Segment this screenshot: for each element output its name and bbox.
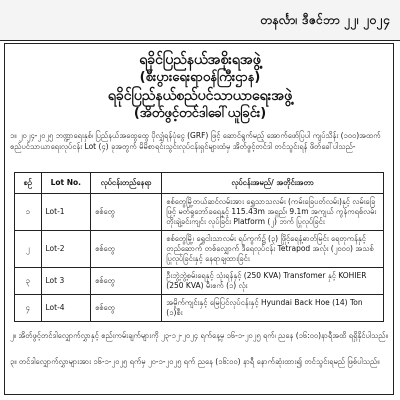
- col-header-no: စဉ်: [15, 173, 42, 194]
- notice-title-line-2: (စီးပွားရေးရာဝန်ကြီးဌာန): [139, 70, 261, 85]
- col-header-location: လုပ်ငန်းတည်နေရာ: [91, 173, 162, 194]
- col-header-description: လုပ်ငန်းအမည်/ အတိုင်းအတာ: [162, 173, 384, 194]
- row-description: အမှိုက်ကျင်းနှင့် မြေပြင်လုပ်ငန်းနှင့် Hyundai Back Hoe (14) Ton (၁)စီး: [162, 295, 384, 322]
- table-row: [15, 268, 384, 295]
- row-number: ၄: [15, 295, 42, 322]
- issue-date: တနင်္လာ၊ ဒီဇင်ဘာ ၂၂၊ ၂၀၂၄: [260, 13, 390, 27]
- row-location: စစ်တွေ: [91, 268, 162, 295]
- notice-title-line-4: (အိတ်ဖွင့်တင်ဒါခေါ်ယူခြင်း): [133, 106, 267, 121]
- row-lot: Lot-4: [41, 295, 91, 322]
- row-number: ၃: [15, 268, 42, 295]
- table-row: [15, 295, 384, 322]
- table-row: [15, 231, 384, 268]
- row-location: စစ်တွေ: [91, 194, 162, 231]
- tender-table: [14, 172, 384, 322]
- row-description: စစ်တွေမြို့၊ ရွှေငါးသာလမ်း ရပ်ကွက်၌ (၃) ဖြိုင့်ရေနံ့ဓာတ်မြင်း ရေတုကန်နှင့် တည်ဆောက် တစ်လျှောက် ဒီရေလုပ်ငန်း Tetrapod အလုံး (၂၀၀၀) အသစ် ပြုလုပ်ခြင်းနှင့် နေရာချထားခြင်း: [162, 231, 384, 268]
- header-rule: [0, 40, 400, 41]
- col-header-lot: Lot No.: [41, 173, 91, 194]
- notice-title-line-1: ရခိုင်ပြည်နယ်အစိုးရအဖွဲ့: [139, 52, 261, 68]
- row-description: စစ်တွေမြို့တယ်ဆင်လမ်းအား ရွှေသာသလမ်း (ကမ်းခြေပတ်လမ်း)နှင့် လမ်းခြေဖြင့် မတ်ရှုဘော်ခရေနှင့် 115.43m အရှည်၊ 9.1m အကျယ် ကွန်ကရစ်လမ်း တိုးချဲ့ခင်းကျင်း လုပ်ခြင်း Platform (၂) ဘက် ပြုလုပ်ခြင်း: [162, 194, 384, 231]
- row-description: ဦးဘွဲ့ဘွဲ့စမ်းရေနှင့် သုံးရန်နှင့် (250 KVA) Transfomer နှင့် KOHIER (250 KVA) မီးစက် (၁) လုံး: [162, 268, 384, 295]
- row-number: ၂: [15, 231, 42, 268]
- paragraph-2: ၂။ အိတ်ဖွင့်တင်ဒါလျှောက်လွှာနှင့် စည်းကမ်းချက်များကို ၂၃-၁၂-၂၀၂၄ ရက်နေ့မှ ၁၆-၁-၂၀၂၅ ရက်၊ ညနေ (၁၆:၀၀)နာရီအထိ ရရှိနိုင်ပါသည်။: [10, 331, 388, 340]
- newspaper-header: [0, 0, 400, 40]
- row-lot: Lot-2: [41, 231, 91, 268]
- table-header-row: [15, 173, 384, 194]
- row-lot: Lot-1: [41, 194, 91, 231]
- paragraph-3: ၃။ တင်ဒါလျှောက်လွှာများအား ၁၆-၁-၂၀၂၅ ရက်မှ ၂၀-၁-၂၀၂၅ ရက် ညနေ (၁၆:၀၀) နာရီ နောက်ဆုံးထား၍ တင်သွင်းရမည် ဖြစ်ပါသည်။: [10, 357, 380, 366]
- row-location: စစ်တွေ: [91, 231, 162, 268]
- row-location: စစ်တွေ: [91, 295, 162, 322]
- row-lot: Lot 3: [41, 268, 91, 295]
- notice-title-line-3: ရခိုင်ပြည်နယ်စည်ပင်သာယာရေးအဖွဲ့: [107, 88, 293, 104]
- intro-paragraph: ၁။ ၂၀၂၄-၂၀၂၅ ဘဏ္ဍာရေးနှစ်၊ ပြည်နယ်အထွေထွေ ပိုလျှံရန်ပုံငွေ (GRF) ဖြင့် ဆောင်ရွက်မည့် အောက်ဖော်ပြပါ ကျပ်သိန်း (၁၀၀)အထက် စည်ပင်သာယာရေးလုပ်ငန်း Lot (၄) ခုအတွက် မိမိစာရင်းသွင်းလုပ်ငန်းရှင်များထံမှ အိတ်ဖွင့်တင်ဒါ တင်သွင်းရန် ဖိတ်ခေါ်ပါသည်-: [10, 131, 381, 151]
- table-row: [15, 194, 384, 231]
- row-number: ၁: [15, 194, 42, 231]
